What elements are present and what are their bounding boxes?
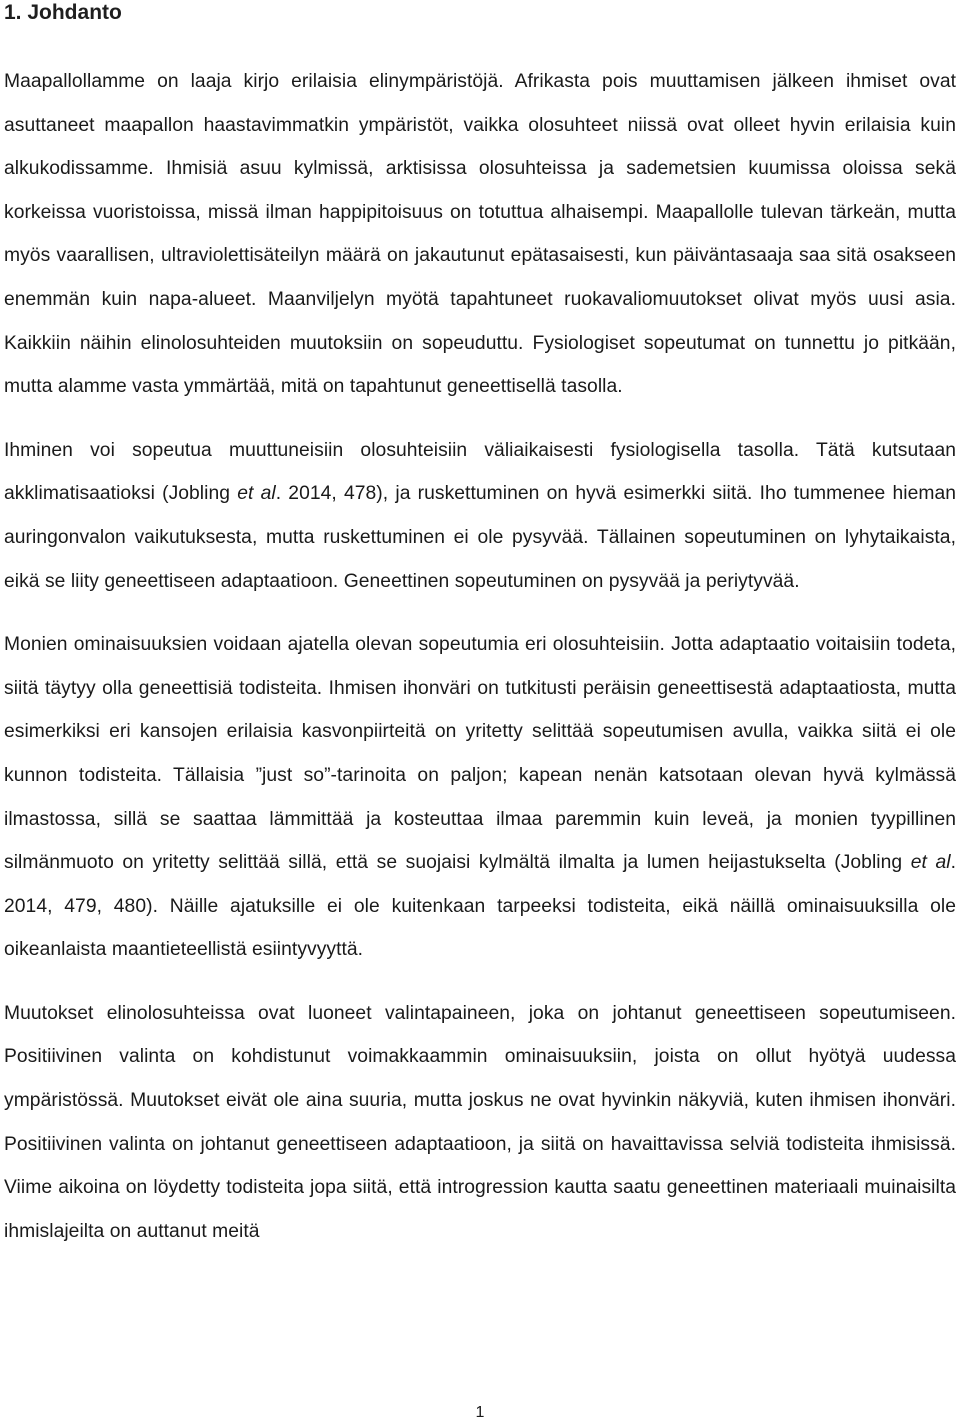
paragraph-2-text-b: . 2014, 478), ja ruskettuminen on hyvä esimerkki siitä. Iho tummenee hieman auringonvalon vaikutuksesta, mutta ruskettuminen ei ole pysyvää. Tällainen sopeutuminen on lyhytaikaista, eikä se liity geneettiseen adaptaatioon. Geneettinen sopeutuminen on pysyvää ja periytyvää. <box>4 483 956 592</box>
paragraph-2-text-a: Ihminen voi sopeutua muuttuneisiin olosuhteisiin väliaikaisesti fysiologisella tasolla. Tätä kutsutaan akklimatisaatioksi (Jobling <box>4 439 956 505</box>
paragraph-1-text: Maapallollamme on laaja kirjo erilaisia elinympäristöjä. Afrikasta pois muuttamisen jälkeen ihmiset ovat asuttaneet maapallon haastavimmatkin ympäristöt, vaikka olosuhteet niissä ovat olleet hyvin erilaisia kuin alkukodissamme. Ihmisiä asuu kylmissä, arktisissa olosuhteissa ja sademetsien kuumissa oloissa sekä korkeissa vuoristoissa, missä ilman happipitoisuus on totuttua alhaisempi. Maapallolle tulevan tärkeän, mutta myös vaarallisen, ultraviolettisäteilyn määrä on jakautunut epätasaisesti, kun päiväntasaaja saa sitä osakseen enemmän kuin napa-alueet. Maanviljelyn myötä tapahtuneet ruokavaliomuutokset olivat myös uusi asia. Kaikkiin näihin elinolosuhteiden muutoksiin on sopeuduttu. Fysiologiset sopeutumat on tunnettu jo pitkään, mutta alamme vasta ymmärtää, mitä on tapahtunut geneettisellä tasolla. <box>4 71 956 398</box>
citation-et-al: et al <box>237 483 276 505</box>
page-number: 1 <box>475 1404 485 1421</box>
citation-et-al: et al <box>910 852 951 874</box>
paragraph-2 <box>4 429 956 603</box>
paragraph-4 <box>4 992 956 1254</box>
paragraph-1 <box>4 60 956 409</box>
document-page <box>4 0 956 1253</box>
paragraph-3 <box>4 623 956 972</box>
paragraph-4-text: Muutokset elinolosuhteissa ovat luoneet valintapaineen, joka on johtanut geneettiseen sopeutumiseen. Positiivinen valinta on kohdistunut voimakkaammin ominaisuuksiin, joista on ollut hyötyä uudessa ympäristössä. Muutokset eivät ole aina suuria, mutta joskus ne ovat hyvinkin näkyviä, kuten ihmisen ihonväri. Positiivinen valinta on johtanut geneettiseen adaptaatioon, ja siitä on havaittavissa selviä todisteita ihmisissä. Viime aikoina on löydetty todisteita jopa siitä, että introgression kautta saatu geneettinen materiaali muinaisilta ihmislajeilta on auttanut meitä <box>4 1002 956 1242</box>
paragraph-3-text-a: Monien ominaisuuksien voidaan ajatella olevan sopeutumia eri olosuhteisiin. Jotta adaptaatio voitaisiin todeta, siitä täytyy olla geneettisiä todisteita. Ihmisen ihonväri on tutkitusti peräisin geneettisestä adaptaatiosta, mutta esimerkiksi eri kansojen erilaisia kasvonpiirteitä on yritetty selittää sopeutumisen avulla, vaikka siitä ei ole kunnon todisteita. Tällaisia ”just so”-tarinoita on paljon; kapean nenän katsotaan olevan hyvä kylmässä ilmastossa, sillä se saattaa lämmittää ja kosteuttaa ilmaa paremmin kuin leveä, ja monien tyypillinen silmänmuoto on yritetty selittää sillä, että se suojaisi kylmältä ilmalta ja lumen heijastukselta (Jobling <box>4 634 956 874</box>
section-heading: 1. Johdanto <box>4 1 122 24</box>
paragraph-3-text-b: . 2014, 479, 480). Näille ajatuksille ei ole kuitenkaan tarpeeksi todisteita, eikä näillä ominaisuuksilla ole oikeanlaista maantieteellistä esiintyvyyttä. <box>4 852 956 961</box>
